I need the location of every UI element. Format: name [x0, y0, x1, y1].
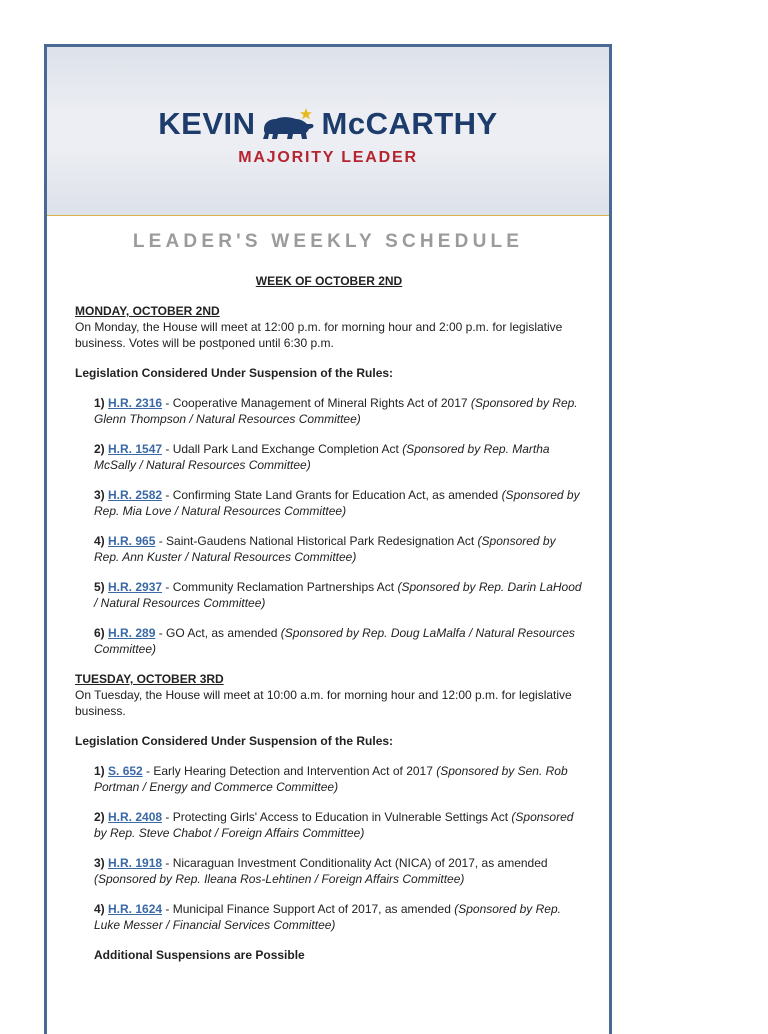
newsletter-frame — [44, 44, 612, 1034]
bill-link[interactable]: H.R. 2408 — [108, 810, 163, 824]
bill-list — [75, 395, 583, 657]
bill-sponsor: (Sponsored by Rep. Ileana Ros-Lehtinen / Foreign Affairs Committee) — [94, 872, 465, 886]
bill-sponsor: (Sponsored by Rep. Ann Kuster / Natural Resources Committee) — [94, 534, 556, 564]
bill-item — [94, 533, 583, 565]
additional-suspensions-note: Additional Suspensions are Possible — [94, 948, 305, 962]
bill-item — [94, 901, 583, 933]
bill-item — [94, 487, 583, 519]
schedule-content — [47, 273, 609, 963]
bill-sponsor: (Sponsored by Sen. Rob Portman / Energy and Commerce Committee) — [94, 764, 568, 794]
day-monday — [75, 303, 583, 657]
bill-link[interactable]: H.R. 2316 — [108, 396, 163, 410]
bill-item — [94, 395, 583, 427]
logo-name-last: McCARTHY — [321, 106, 498, 141]
bill-sponsor: (Sponsored by Rep. Mia Love / Natural Resources Committee) — [94, 488, 580, 518]
bill-link[interactable]: H.R. 1918 — [108, 856, 163, 870]
bill-sponsor: (Sponsored by Rep. Luke Messer / Financial Services Committee) — [94, 902, 561, 932]
bill-number: 1) — [94, 764, 105, 778]
bill-list — [75, 763, 583, 933]
bill-link[interactable]: H.R. 1624 — [108, 902, 163, 916]
bill-link[interactable]: H.R. 2582 — [108, 488, 163, 502]
bill-item — [94, 625, 583, 657]
bill-item — [94, 809, 583, 841]
bill-number: 1) — [94, 396, 105, 410]
bill-number: 4) — [94, 902, 105, 916]
bill-description: - Protecting Girls' Access to Education in Vulnerable Settings Act — [162, 810, 512, 824]
bill-link[interactable]: H.R. 289 — [108, 626, 156, 640]
bill-link[interactable]: H.R. 2937 — [108, 580, 163, 594]
bill-number: 4) — [94, 534, 105, 548]
bill-description: - GO Act, as amended — [155, 626, 281, 640]
bill-item — [94, 763, 583, 795]
bill-number: 5) — [94, 580, 105, 594]
masthead — [47, 47, 609, 216]
week-title: WEEK OF OCTOBER 2ND — [255, 274, 403, 288]
bill-item — [94, 579, 583, 611]
bill-description: - Community Reclamation Partnerships Act — [162, 580, 398, 594]
bill-sponsor: (Sponsored by Rep. Martha McSally / Natural Resources Committee) — [94, 442, 550, 472]
day-intro: On Monday, the House will meet at 12:00 p.m. for morning hour and 2:00 p.m. for legislative business. Votes will be postponed until 6:30 p.m. — [75, 320, 563, 350]
bill-sponsor: (Sponsored by Rep. Steve Chabot / Foreign Affairs Committee) — [94, 810, 574, 840]
day-tuesday — [75, 671, 583, 963]
bill-description: - Municipal Finance Support Act of 2017, as amended — [162, 902, 455, 916]
bill-item — [94, 441, 583, 473]
logo-subtitle: MAJORITY LEADER — [238, 149, 418, 166]
bill-number: 2) — [94, 442, 105, 456]
bill-number: 3) — [94, 856, 105, 870]
legislation-title: Legislation Considered Under Suspension of the Rules: — [75, 734, 394, 748]
bill-link[interactable]: H.R. 965 — [108, 534, 156, 548]
bill-link[interactable]: H.R. 1547 — [108, 442, 163, 456]
bill-number: 6) — [94, 626, 105, 640]
bill-description: - Udall Park Land Exchange Completion Act — [162, 442, 403, 456]
bill-sponsor: (Sponsored by Rep. Darin LaHood / Natural Resources Committee) — [94, 580, 582, 610]
bill-description: - Early Hearing Detection and Intervention Act of 2017 — [142, 764, 437, 778]
day-intro: On Tuesday, the House will meet at 10:00 a.m. for morning hour and 12:00 p.m. for legislative business. — [75, 688, 572, 718]
bill-description: - Saint-Gaudens National Historical Park Redesignation Act — [155, 534, 478, 548]
bill-description: - Nicaraguan Investment Conditionality Act (NICA) of 2017, as amended — [162, 856, 548, 870]
legislation-title: Legislation Considered Under Suspension of the Rules: — [75, 366, 394, 380]
bill-description: - Cooperative Management of Mineral Rights Act of 2017 — [162, 396, 471, 410]
bill-link[interactable]: S. 652 — [108, 764, 143, 778]
kevin-mccarthy-logo — [47, 107, 609, 167]
day-title: MONDAY, OCTOBER 2ND — [75, 304, 220, 318]
logo-name-first: KEVIN — [158, 106, 256, 141]
bill-sponsor: (Sponsored by Rep. Doug LaMalfa / Natural Resources Committee) — [94, 626, 575, 656]
bill-number: 2) — [94, 810, 105, 824]
bear-star-icon — [260, 107, 318, 141]
bill-sponsor: (Sponsored by Rep. Glenn Thompson / Natural Resources Committee) — [94, 396, 578, 426]
bill-description: - Confirming State Land Grants for Education Act, as amended — [162, 488, 502, 502]
bill-number: 3) — [94, 488, 105, 502]
bill-item — [94, 855, 583, 887]
schedule-heading: LEADER'S WEEKLY SCHEDULE — [132, 231, 524, 252]
day-title: TUESDAY, OCTOBER 3RD — [75, 672, 224, 686]
